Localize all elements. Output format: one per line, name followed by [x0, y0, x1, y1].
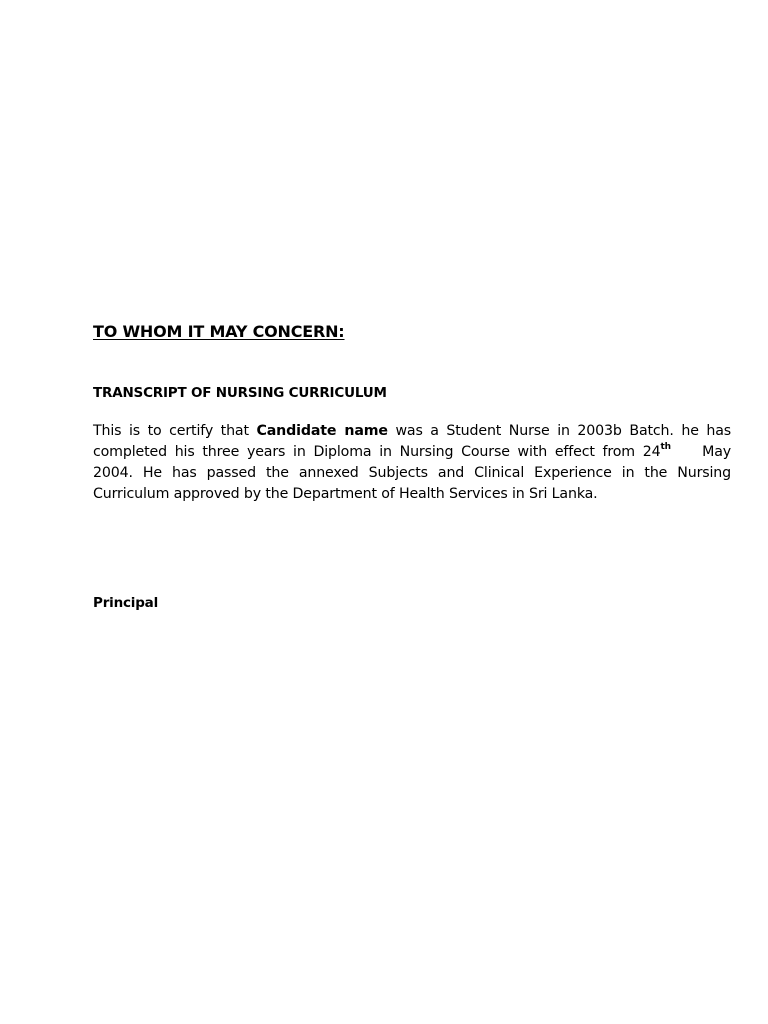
- paragraph-line-1: [93, 421, 731, 442]
- document-subheading: TRANSCRIPT OF NURSING CURRICULUM: [93, 385, 387, 401]
- certification-paragraph: [93, 421, 731, 505]
- paragraph-line-2: [93, 442, 731, 463]
- document-heading: TO WHOM IT MAY CONCERN:: [93, 322, 345, 341]
- paragraph-line-4: Curriculum approved by the Department of Health Services in Sri Lanka.: [93, 486, 598, 502]
- paragraph-line-2-end: May: [702, 444, 731, 460]
- ordinal-suffix: th: [660, 442, 671, 453]
- paragraph-line-3: 2004. He has passed the annexed Subjects and Clinical Experience in the Nursing: [93, 465, 731, 481]
- candidate-name: Candidate name: [256, 423, 388, 439]
- paragraph-line-2-start: completed his three years in Diploma in Nursing Course with effect from 24: [93, 444, 661, 460]
- paragraph-line-1-end: was a Student Nurse in 2003b Batch. he has: [387, 423, 731, 439]
- paragraph-line-1-start: This is to certify that: [93, 423, 257, 439]
- signatory-title: Principal: [93, 595, 159, 611]
